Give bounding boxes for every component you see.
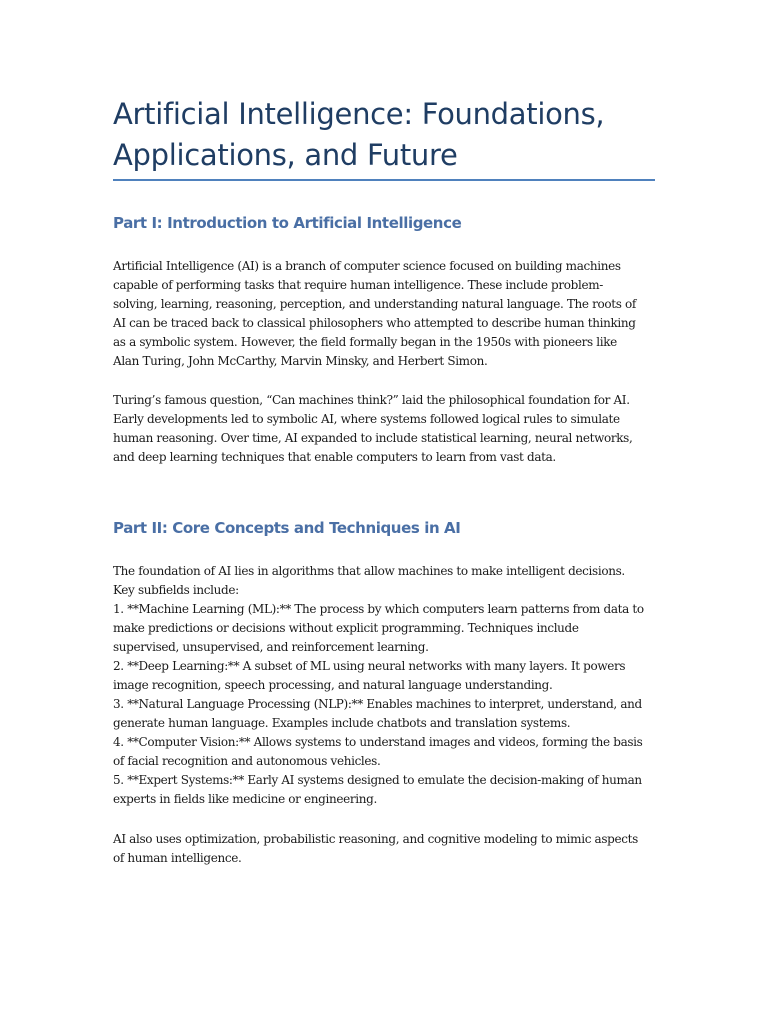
text-line: of human intelligence.: [113, 851, 242, 865]
text-line: AI can be traced back to classical philosophers who attempted to describe human thinking: [113, 316, 636, 330]
part-1-heading: Part I: Introduction to Artificial Intelligence: [113, 214, 462, 232]
title-line-2: Applications, and Future: [113, 138, 458, 172]
text-line: and deep learning techniques that enable computers to learn from vast data.: [113, 450, 556, 464]
text-line: Early developments led to symbolic AI, where systems followed logical rules to simulate: [113, 412, 620, 426]
title-underline: [113, 179, 655, 181]
text-line: Turing’s famous question, “Can machines think?” laid the philosophical foundation for AI.: [113, 393, 630, 407]
text-line: Key subfields include:: [113, 583, 239, 597]
list-item-line: 5. **Expert Systems:** Early AI systems designed to emulate the decision-making of human: [113, 773, 642, 787]
list-item-line: 2. **Deep Learning:** A subset of ML using neural networks with many layers. It powers: [113, 659, 626, 673]
text-line: solving, learning, reasoning, perception, and understanding natural language. The roots of: [113, 297, 636, 311]
part-2-paragraph-1: [113, 562, 658, 809]
list-item-line: make predictions or decisions without explicit programming. Techniques include: [113, 621, 579, 635]
document-title: [113, 94, 673, 176]
part-2-heading: Part II: Core Concepts and Techniques in AI: [113, 519, 461, 537]
list-item-line: experts in fields like medicine or engineering.: [113, 792, 377, 806]
list-item-line: 3. **Natural Language Processing (NLP):** Enables machines to interpret, understand, and: [113, 697, 642, 711]
text-line: human reasoning. Over time, AI expanded to include statistical learning, neural networks,: [113, 431, 633, 445]
text-line: Alan Turing, John McCarthy, Marvin Minsky, and Herbert Simon.: [113, 354, 488, 368]
list-item-line: image recognition, speech processing, and natural language understanding.: [113, 678, 553, 692]
text-line: capable of performing tasks that require human intelligence. These include problem-: [113, 278, 603, 292]
list-item-line: 4. **Computer Vision:** Allows systems to understand images and videos, forming the basis: [113, 735, 643, 749]
list-item-line: 1. **Machine Learning (ML):** The process by which computers learn patterns from data to: [113, 602, 644, 616]
part-1-paragraph-1: [113, 257, 658, 371]
list-item-line: generate human language. Examples include chatbots and translation systems.: [113, 716, 571, 730]
list-item-line: of facial recognition and autonomous vehicles.: [113, 754, 381, 768]
list-item-line: supervised, unsupervised, and reinforcement learning.: [113, 640, 429, 654]
text-line: Artificial Intelligence (AI) is a branch of computer science focused on building machines: [113, 259, 621, 273]
text-line: as a symbolic system. However, the field formally began in the 1950s with pioneers like: [113, 335, 617, 349]
text-line: AI also uses optimization, probabilistic reasoning, and cognitive modeling to mimic aspects: [113, 832, 638, 846]
part-2-paragraph-2: [113, 830, 658, 868]
text-line: The foundation of AI lies in algorithms that allow machines to make intelligent decisions.: [113, 564, 625, 578]
part-1-paragraph-2: [113, 391, 658, 467]
title-line-1: Artificial Intelligence: Foundations,: [113, 97, 605, 131]
